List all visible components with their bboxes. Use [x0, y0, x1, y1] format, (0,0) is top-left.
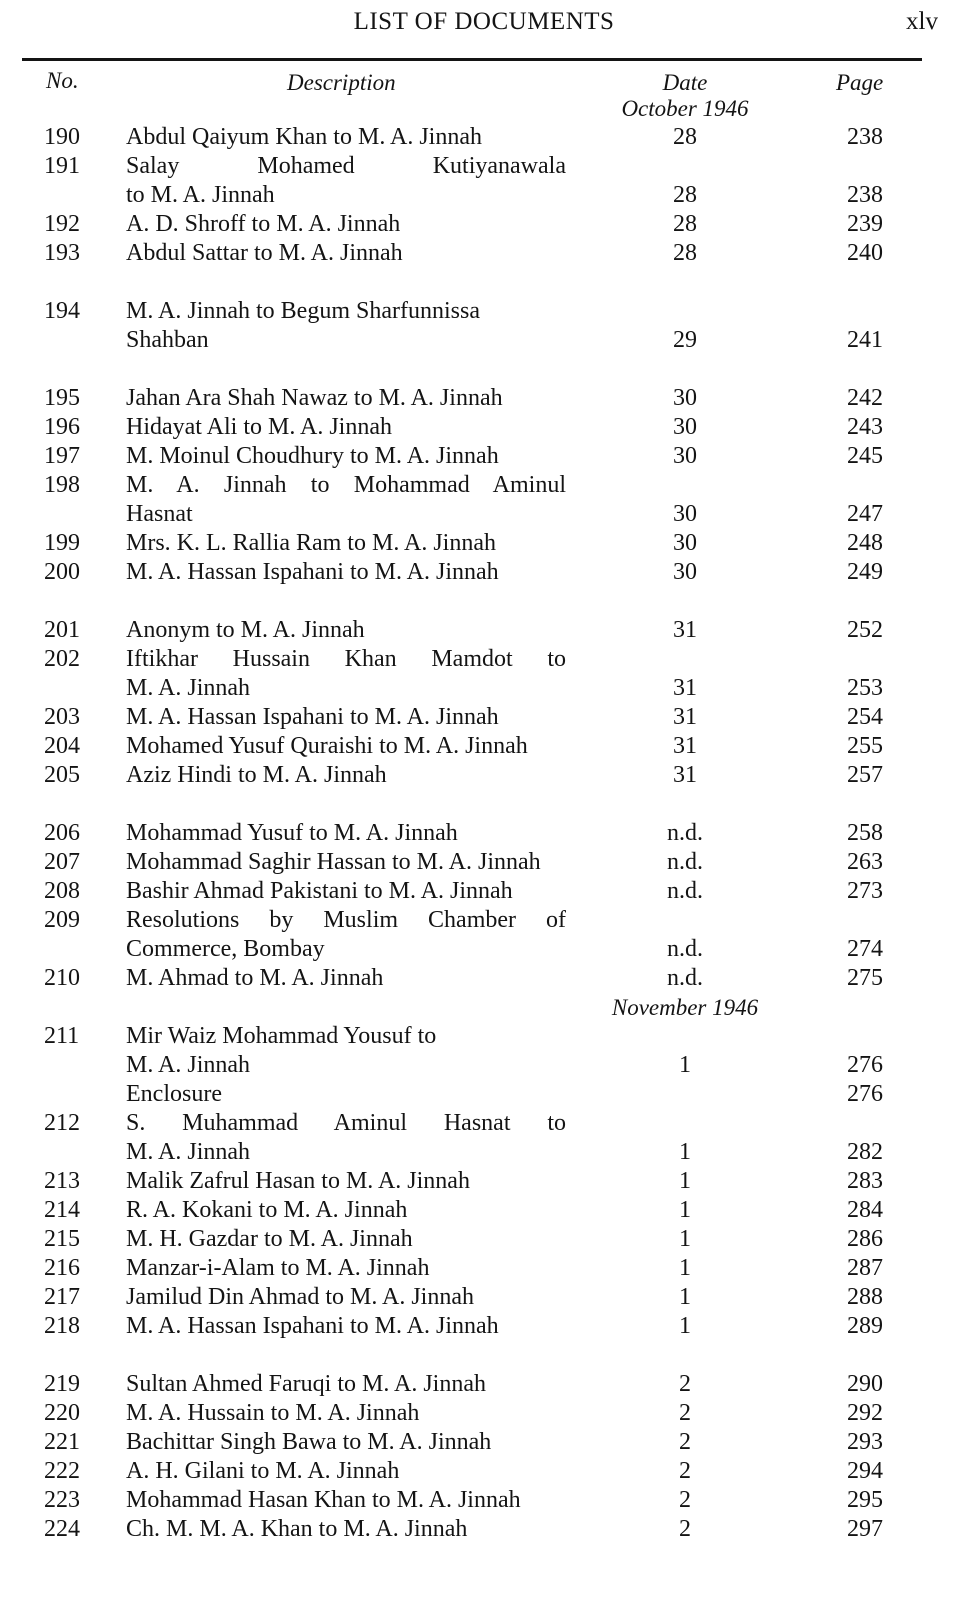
list-item	[0, 529, 968, 558]
document-number: 218	[44, 1313, 80, 1339]
list-item	[0, 1399, 968, 1428]
document-description: M. Ahmad to M. A. Jinnah	[126, 965, 384, 991]
document-page: 257	[847, 762, 883, 788]
document-page: 276	[847, 1081, 883, 1107]
document-number: 199	[44, 530, 80, 556]
document-number: 202	[44, 646, 80, 672]
document-number: 201	[44, 617, 80, 643]
document-description: Bashir Ahmad Pakistani to M. A. Jinnah	[126, 878, 513, 904]
document-page: 263	[847, 849, 883, 875]
document-page: 252	[847, 617, 883, 643]
document-page: 275	[847, 965, 883, 991]
document-description: M. A. Jinnah	[126, 1139, 251, 1165]
list-item	[0, 181, 968, 210]
document-description: M. A. Jinnah	[126, 675, 251, 701]
document-page: 274	[847, 936, 883, 962]
document-page: 289	[847, 1313, 883, 1339]
document-date: 28	[673, 182, 697, 208]
list-item	[0, 210, 968, 239]
list-item	[0, 1515, 968, 1544]
document-number: 216	[44, 1255, 80, 1281]
list-item	[0, 500, 968, 529]
document-date: 2	[679, 1458, 691, 1484]
row-spacer	[0, 587, 968, 616]
document-number: 204	[44, 733, 80, 759]
document-description: M. A. Hassan Ispahani to M. A. Jinnah	[126, 1313, 499, 1339]
row-spacer	[0, 790, 968, 819]
list-item	[0, 732, 968, 761]
document-description: Hidayat Ali to M. A. Jinnah	[126, 414, 392, 440]
list-item	[0, 239, 968, 268]
month-label: October 1946	[621, 96, 749, 121]
document-page: 283	[847, 1168, 883, 1194]
document-description: Abdul Sattar to M. A. Jinnah	[126, 240, 403, 266]
page-title: LIST OF DOCUMENTS	[353, 8, 615, 35]
document-number: 210	[44, 965, 80, 991]
row-spacer	[0, 355, 968, 384]
document-description: Iftikhar Hussain Khan Mamdot to	[126, 646, 566, 672]
document-description: Hasnat	[126, 501, 193, 527]
list-item	[0, 1254, 968, 1283]
document-number: 198	[44, 472, 80, 498]
document-number: 222	[44, 1458, 80, 1484]
document-description: Mohammad Saghir Hassan to M. A. Jinnah	[126, 849, 541, 875]
list-item	[0, 616, 968, 645]
document-date: 30	[673, 385, 697, 411]
document-date: 1	[679, 1052, 691, 1078]
document-page: 255	[847, 733, 883, 759]
document-date: 2	[679, 1371, 691, 1397]
list-item	[0, 703, 968, 732]
list-item	[0, 1109, 968, 1138]
list-item	[0, 558, 968, 587]
list-item	[0, 877, 968, 906]
list-item	[0, 964, 968, 993]
document-number: 213	[44, 1168, 80, 1194]
document-page: 240	[847, 240, 883, 266]
list-item	[0, 1283, 968, 1312]
document-date: 2	[679, 1400, 691, 1426]
document-number: 217	[44, 1284, 80, 1310]
document-description: Enclosure	[126, 1081, 222, 1107]
document-page: 248	[847, 530, 883, 556]
document-page: 245	[847, 443, 883, 469]
document-number: 209	[44, 907, 80, 933]
document-number: 193	[44, 240, 80, 266]
document-description: R. A. Kokani to M. A. Jinnah	[126, 1197, 408, 1223]
document-page: 258	[847, 820, 883, 846]
document-number: 197	[44, 443, 80, 469]
document-number: 192	[44, 211, 80, 237]
document-description: M. A. Hussain to M. A. Jinnah	[126, 1400, 420, 1426]
document-description: Bachittar Singh Bawa to M. A. Jinnah	[126, 1429, 492, 1455]
document-date: 2	[679, 1516, 691, 1542]
document-number: 206	[44, 820, 80, 846]
document-date: 28	[673, 240, 697, 266]
document-number: 203	[44, 704, 80, 730]
list-item	[0, 123, 968, 152]
document-page: 294	[847, 1458, 883, 1484]
document-number: 212	[44, 1110, 80, 1136]
list-item	[0, 674, 968, 703]
month-heading-row	[0, 94, 968, 123]
month-label: November 1946	[611, 995, 759, 1020]
column-header-no: No.	[46, 68, 79, 93]
list-item	[0, 1167, 968, 1196]
document-description: to M. A. Jinnah	[126, 182, 275, 208]
document-description: Manzar-i-Alam to M. A. Jinnah	[126, 1255, 430, 1281]
document-description: Mrs. K. L. Rallia Ram to M. A. Jinnah	[126, 530, 496, 556]
document-date: 2	[679, 1487, 691, 1513]
list-item	[0, 1225, 968, 1254]
document-date: 30	[673, 559, 697, 585]
list-item	[0, 326, 968, 355]
list-item	[0, 297, 968, 326]
document-page: 286	[847, 1226, 883, 1252]
list-item	[0, 906, 968, 935]
document-page: 254	[847, 704, 883, 730]
document-date: 1	[679, 1168, 691, 1194]
column-header-date: Date	[662, 70, 708, 95]
document-description: Mohammad Hasan Khan to M. A. Jinnah	[126, 1487, 521, 1513]
document-number: 190	[44, 124, 80, 150]
document-number: 219	[44, 1371, 80, 1397]
document-date: 31	[673, 733, 697, 759]
document-date: 30	[673, 443, 697, 469]
document-description: Resolutions by Muslim Chamber of	[126, 907, 566, 933]
list-item	[0, 152, 968, 181]
document-page: 288	[847, 1284, 883, 1310]
document-description: Shahban	[126, 327, 209, 353]
document-page: 273	[847, 878, 883, 904]
document-number: 221	[44, 1429, 80, 1455]
header-rule	[22, 58, 922, 61]
list-item	[0, 471, 968, 500]
list-item	[0, 413, 968, 442]
document-description: M. A. Hassan Ispahani to M. A. Jinnah	[126, 704, 499, 730]
document-number: 214	[44, 1197, 80, 1223]
row-spacer	[0, 1341, 968, 1370]
list-item	[0, 1022, 968, 1051]
document-page: 238	[847, 182, 883, 208]
document-date: 29	[673, 327, 697, 353]
document-date: 28	[673, 124, 697, 150]
list-item	[0, 384, 968, 413]
document-number: 208	[44, 878, 80, 904]
document-date: 1	[679, 1197, 691, 1223]
document-date: 30	[673, 501, 697, 527]
document-date: 31	[673, 675, 697, 701]
document-description: Abdul Qaiyum Khan to M. A. Jinnah	[126, 124, 482, 150]
document-description: M. A. Jinnah to Mohammad Aminul	[126, 472, 566, 498]
document-page: 295	[847, 1487, 883, 1513]
document-description: M. A. Jinnah	[126, 1052, 251, 1078]
document-page: 253	[847, 675, 883, 701]
document-date: 1	[679, 1284, 691, 1310]
document-date: n.d.	[667, 965, 703, 991]
document-date: n.d.	[667, 878, 703, 904]
list-item	[0, 1196, 968, 1225]
list-item	[0, 848, 968, 877]
list-item	[0, 645, 968, 674]
list-item	[0, 1428, 968, 1457]
document-number: 196	[44, 414, 80, 440]
list-item	[0, 1486, 968, 1515]
document-date: 31	[673, 704, 697, 730]
document-page: 292	[847, 1400, 883, 1426]
month-heading-row	[0, 993, 968, 1022]
list-item	[0, 1080, 968, 1109]
document-number: 195	[44, 385, 80, 411]
document-page: 284	[847, 1197, 883, 1223]
list-item	[0, 1457, 968, 1486]
document-number: 211	[44, 1023, 80, 1049]
list-item	[0, 442, 968, 471]
document-description: M. A. Hassan Ispahani to M. A. Jinnah	[126, 559, 499, 585]
document-date: 1	[679, 1255, 691, 1281]
document-number: 207	[44, 849, 80, 875]
document-page: 287	[847, 1255, 883, 1281]
list-item	[0, 1138, 968, 1167]
document-number: 220	[44, 1400, 80, 1426]
document-page: 238	[847, 124, 883, 150]
document-description: M. A. Jinnah to Begum Sharfunnissa	[126, 298, 480, 324]
document-page: 249	[847, 559, 883, 585]
document-number: 223	[44, 1487, 80, 1513]
document-description: Mohamed Yusuf Quraishi to M. A. Jinnah	[126, 733, 528, 759]
document-date: 30	[673, 530, 697, 556]
document-number: 224	[44, 1516, 80, 1542]
document-date: 1	[679, 1226, 691, 1252]
document-description: Anonym to M. A. Jinnah	[126, 617, 365, 643]
document-description: M. H. Gazdar to M. A. Jinnah	[126, 1226, 413, 1252]
document-description: M. Moinul Choudhury to M. A. Jinnah	[126, 443, 499, 469]
document-description: Aziz Hindi to M. A. Jinnah	[126, 762, 387, 788]
document-page: 243	[847, 414, 883, 440]
document-page: 290	[847, 1371, 883, 1397]
document-page: 282	[847, 1139, 883, 1165]
list-item	[0, 1312, 968, 1341]
document-date: 30	[673, 414, 697, 440]
document-date: 2	[679, 1429, 691, 1455]
document-description: Mohammad Yusuf to M. A. Jinnah	[126, 820, 458, 846]
column-header-page: Page	[836, 70, 884, 95]
document-number: 194	[44, 298, 80, 324]
document-number: 200	[44, 559, 80, 585]
document-date: 1	[679, 1313, 691, 1339]
document-date: 1	[679, 1139, 691, 1165]
document-date: n.d.	[667, 849, 703, 875]
document-number: 191	[44, 153, 80, 179]
document-page: 293	[847, 1429, 883, 1455]
document-list	[0, 94, 968, 1544]
document-number: 215	[44, 1226, 80, 1252]
page-number: xlv	[906, 8, 938, 35]
document-description: Ch. M. M. A. Khan to M. A. Jinnah	[126, 1516, 468, 1542]
document-date: n.d.	[667, 936, 703, 962]
document-description: A. D. Shroff to M. A. Jinnah	[126, 211, 401, 237]
list-item	[0, 1051, 968, 1080]
document-page: 247	[847, 501, 883, 527]
list-item	[0, 819, 968, 848]
document-number: 205	[44, 762, 80, 788]
document-description: Malik Zafrul Hasan to M. A. Jinnah	[126, 1168, 470, 1194]
document-description: Sultan Ahmed Faruqi to M. A. Jinnah	[126, 1371, 486, 1397]
row-spacer	[0, 268, 968, 297]
document-description: A. H. Gilani to M. A. Jinnah	[126, 1458, 400, 1484]
document-page: 242	[847, 385, 883, 411]
document-date: n.d.	[667, 820, 703, 846]
document-page: 239	[847, 211, 883, 237]
document-page: 241	[847, 327, 883, 353]
document-description: Jamilud Din Ahmad to M. A. Jinnah	[126, 1284, 474, 1310]
document-description: Mir Waiz Mohammad Yousuf to	[126, 1023, 437, 1049]
document-description: Salay Mohamed Kutiyanawala	[126, 153, 566, 179]
document-description: S. Muhammad Aminul Hasnat to	[126, 1110, 566, 1136]
list-item	[0, 935, 968, 964]
document-page: 276	[847, 1052, 883, 1078]
column-header-description: Description	[287, 70, 396, 95]
document-page: 297	[847, 1516, 883, 1542]
list-item	[0, 761, 968, 790]
document-date: 28	[673, 211, 697, 237]
document-description: Commerce, Bombay	[126, 936, 325, 962]
list-item	[0, 1370, 968, 1399]
document-description: Jahan Ara Shah Nawaz to M. A. Jinnah	[126, 385, 503, 411]
document-date: 31	[673, 617, 697, 643]
document-date: 31	[673, 762, 697, 788]
